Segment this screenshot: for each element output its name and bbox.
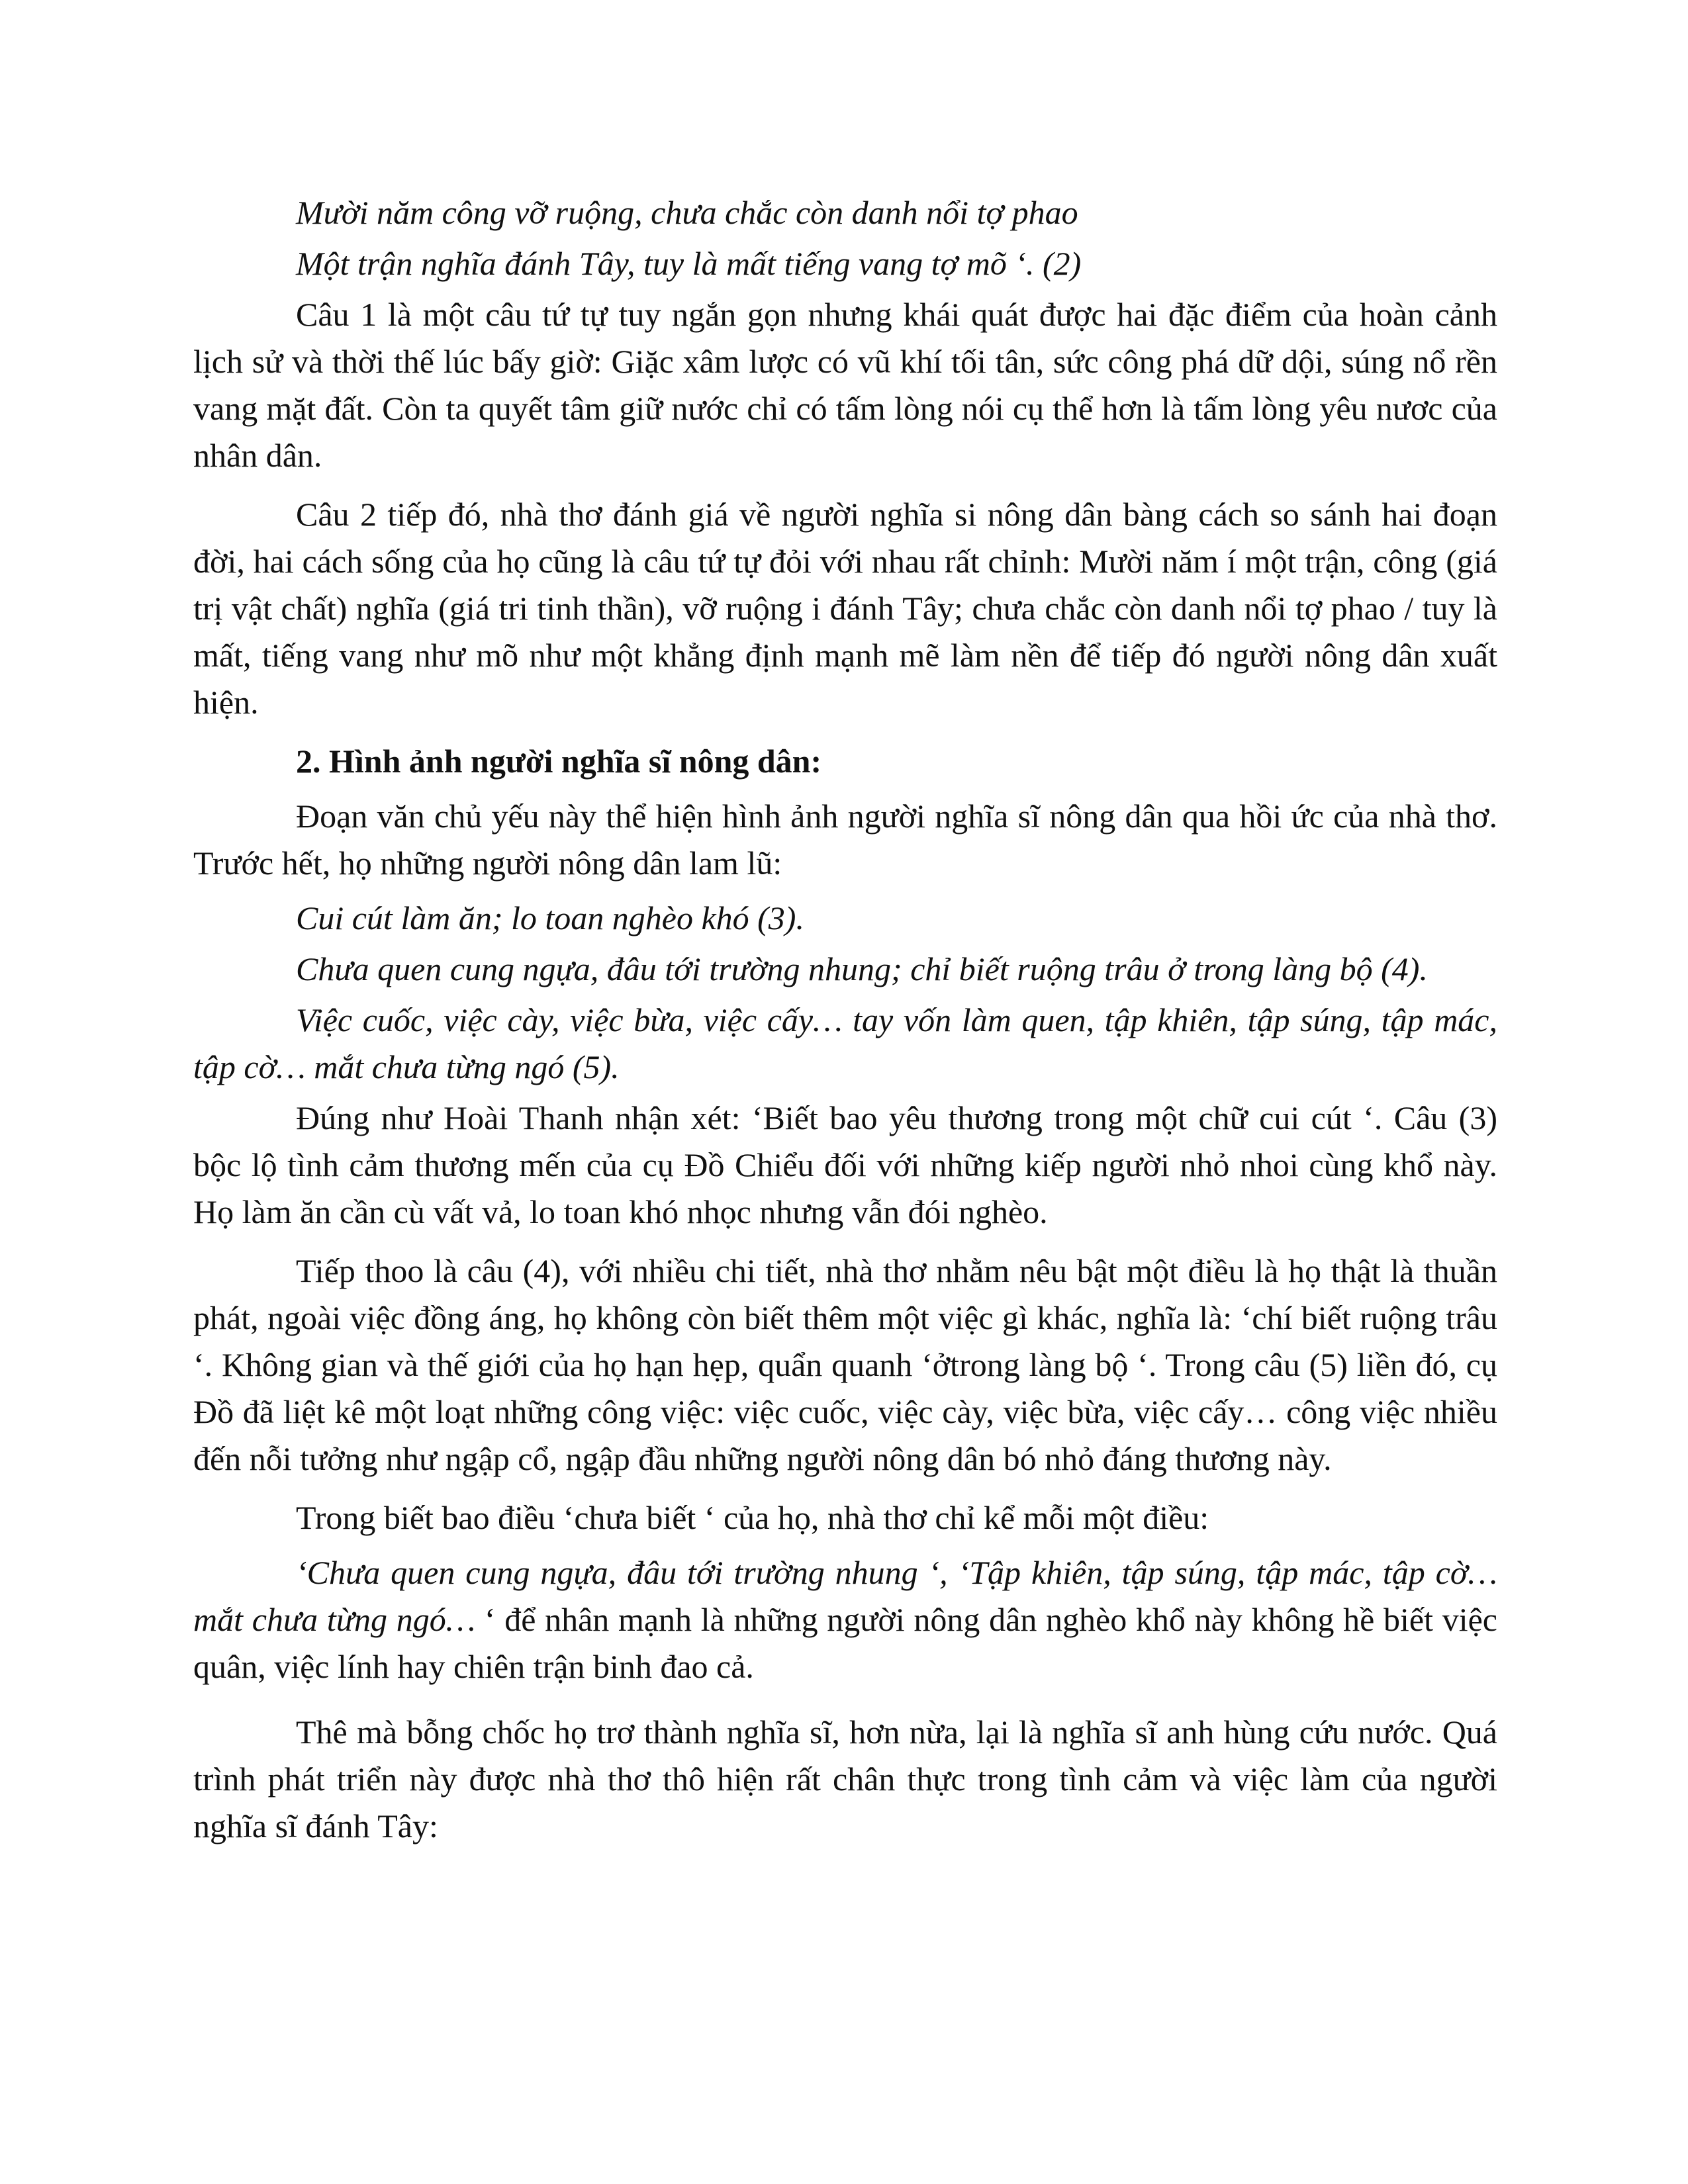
verse-line: Mười năm công vỡ ruộng, chưa chắc còn danh nổi tợ phao (296, 194, 1078, 231)
body-paragraph: Thê mà bỗng chốc họ trơ thành nghĩa sĩ, hơn nừa, lại là nghĩa sĩ anh hùng cứu nước. Quá trình phát triển này được nhà thơ thô hiện rất chân thực trong tình cảm và việc làm của người nghĩa sĩ đánh Tây: (193, 1713, 1497, 1844)
body-paragraph: Tiếp thoo là câu (4), với nhiều chi tiết, nhà thơ nhằm nêu bật một điều là họ thật là thuần phát, ngoài việc đồng áng, họ không còn biết thêm một việc gì khác, nghĩa là: ‘chí biết ruộng trâu ‘. Không gian và thế giới của họ hạn hẹp, quẩn quanh ‘ởtrong làng bộ ‘. Trong câu (5) liền đó, cụ Đồ đã liệt kê một loạt những công việc: việc cuốc, việc cày, việc bừa, việc cấy… công việc nhiều đến nỗi tưởng như ngập cổ, ngập đầu những người nông dân bó nhỏ đáng thương này. (193, 1252, 1497, 1477)
mixed-quote-paragraph (193, 1549, 1497, 1690)
quote-italic: ‘Chưa quen cung ngựa, đâu tới trường nhung ‘, ‘Tập khiên, tập súng, tập mác, tập cờ… mắt chưa từng ngó… (193, 1554, 1497, 1638)
body-paragraph: Đúng như Hoài Thanh nhận xét: ‘Biết bao yêu thương trong một chữ cui cút ‘. Câu (3) bộc lộ tình cảm thương mến của cụ Đồ Chiểu đối với những kiếp người nhỏ nhoi cùng khổ này. Họ làm ăn cần cù vất vả, lo toan khó nhọc nhưng vẫn đói nghèo. (193, 1099, 1497, 1230)
document-body (193, 189, 1497, 1858)
quoted-verse: Việc cuốc, việc cày, việc bừa, việc cấy… tay vốn làm quen, tập khiên, tập súng, tập mác, tập cờ… mắt chưa từng ngó (5). (193, 1001, 1497, 1085)
verse-line: Một trận nghĩa đánh Tây, tuy là mất tiếng vang tợ mõ ‘. (2) (296, 245, 1082, 282)
body-paragraph: Trong biết bao điều ‘chưa biết ‘ của họ, nhà thơ chỉ kể mỗi một điều: (296, 1499, 1209, 1536)
quote-commentary: ‘ để nhân mạnh là những người nông dân nghèo khổ này không hề biết việc quân, việc lính hay chiên trận binh đao cả. (193, 1601, 1497, 1685)
body-paragraph: Câu 2 tiếp đó, nhà thơ đánh giá về người nghĩa si nông dân bàng cách so sánh hai đoạn đời, hai cách sống của họ cũng là câu tứ tự đỏi với nhau rất chỉnh: Mười năm í một trận, công (giá trị vật chất) nghĩa (giá tri tinh thần), vỡ ruộng i đánh Tây; chưa chắc còn danh nổi tợ phao / tuy là mất, tiếng vang như mõ như một khẳng định mạnh mẽ làm nền để tiếp đó người nông dân xuất hiện. (193, 496, 1497, 721)
section-heading: 2. Hình ảnh người nghĩa sĩ nông dân: (296, 743, 822, 780)
body-paragraph: Câu 1 là một câu tứ tự tuy ngắn gọn nhưng khái quát được hai đặc điểm của hoàn cảnh lịch sử và thời thế lúc bấy giờ: Giặc xâm lược có vũ khí tối tân, sức công phá dữ dội, súng nổ rền vang mặt đất. Còn ta quyết tâm giữ nước chỉ có tấm lòng nói cụ thể hơn là tấm lòng yêu nươc của nhân dân. (193, 296, 1497, 474)
quoted-verse: Cui cút làm ăn; lo toan nghèo khó (3). (296, 899, 804, 936)
body-paragraph: Đoạn văn chủ yếu này thể hiện hình ảnh người nghĩa sĩ nông dân qua hồi ức của nhà thơ. Trước hết, họ những người nông dân lam lũ: (193, 797, 1497, 882)
quoted-verse: Chưa quen cung ngựa, đâu tới trường nhung; chỉ biết ruộng trâu ở trong làng bộ (4). (296, 950, 1428, 987)
